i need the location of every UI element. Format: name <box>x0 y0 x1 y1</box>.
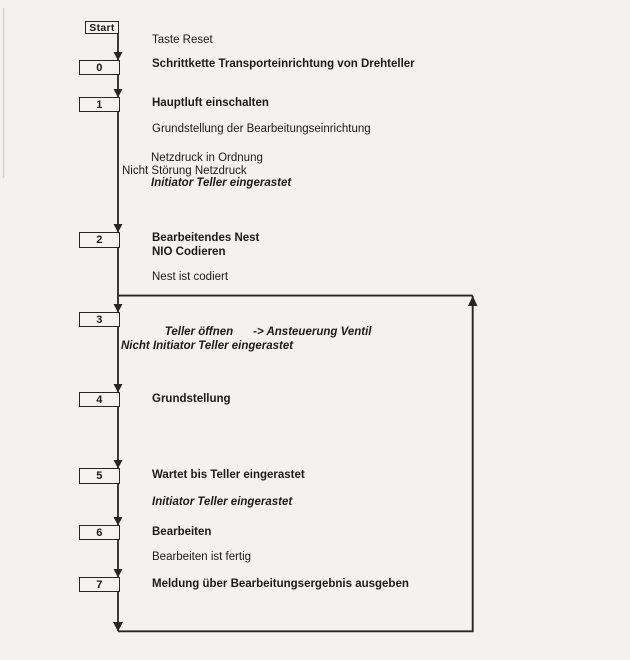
step-box-2-label: 2 <box>96 234 103 246</box>
transition-nest-ist-codiert: Nest ist codiert <box>152 271 229 283</box>
step-box-7-label: 7 <box>96 578 103 591</box>
transition-nicht-stoerung-netzdruck: Nicht Störung Netzdruck <box>122 165 247 177</box>
step-box-1 <box>79 97 120 112</box>
action-step-4: Grundstellung <box>152 393 231 405</box>
action-step-7: Meldung über Bearbeitungsergebnis ausgeben <box>152 578 409 590</box>
transition-taste-reset: Taste Reset <box>152 34 213 46</box>
action-step-0: Schrittkette Transporteinrichtung von Drehteller <box>152 58 415 70</box>
step-box-0-label: 0 <box>96 61 103 74</box>
step-box-start-label: Start <box>89 21 115 34</box>
action-step-1: Hauptluft einschalten <box>152 97 269 109</box>
step-box-4-label: 4 <box>96 393 103 406</box>
transition-nicht-initiator-teller-eingerastet: Nicht Initiator Teller eingerastet <box>121 340 294 352</box>
note-grundstellung-bearbeitungseinrichtung: Grundstellung der Bearbeitungseinrichtung <box>152 123 371 135</box>
action-step-2-line2: NIO Codieren <box>152 246 226 258</box>
step-box-6 <box>79 525 120 540</box>
transition-netzdruck-in-ordnung: Netzdruck in Ordnung <box>151 152 263 164</box>
step-box-0 <box>79 60 120 75</box>
step-box-4 <box>79 392 120 407</box>
step-box-3 <box>79 312 120 327</box>
step-box-6-label: 6 <box>96 526 103 539</box>
action-step-6: Bearbeiten <box>152 526 212 538</box>
transition-initiator-teller-eingerastet-2: Initiator Teller eingerastet <box>152 496 293 508</box>
step-box-start <box>85 21 119 34</box>
arrowhead-down-bottom <box>113 622 123 632</box>
step-box-5 <box>79 468 120 484</box>
step-box-3-label: 3 <box>96 313 103 326</box>
step-box-2 <box>79 232 120 248</box>
action-step-5: Wartet bis Teller eingerastet <box>152 469 305 481</box>
action-step-2-line1: Bearbeitendes Nest <box>152 232 260 244</box>
arrowhead-up-loop <box>468 296 478 306</box>
step-box-7 <box>79 577 120 592</box>
step-box-1-label: 1 <box>96 98 103 111</box>
action-step-3-command: Teller öffnen <box>164 326 234 339</box>
transition-initiator-teller-eingerastet-1: Initiator Teller eingerastet <box>151 177 292 189</box>
action-step-3-target: -> Ansteuerung Ventil <box>253 326 372 339</box>
step-box-5-label: 5 <box>96 470 103 482</box>
transition-bearbeiten-ist-fertig: Bearbeiten ist fertig <box>152 551 252 563</box>
